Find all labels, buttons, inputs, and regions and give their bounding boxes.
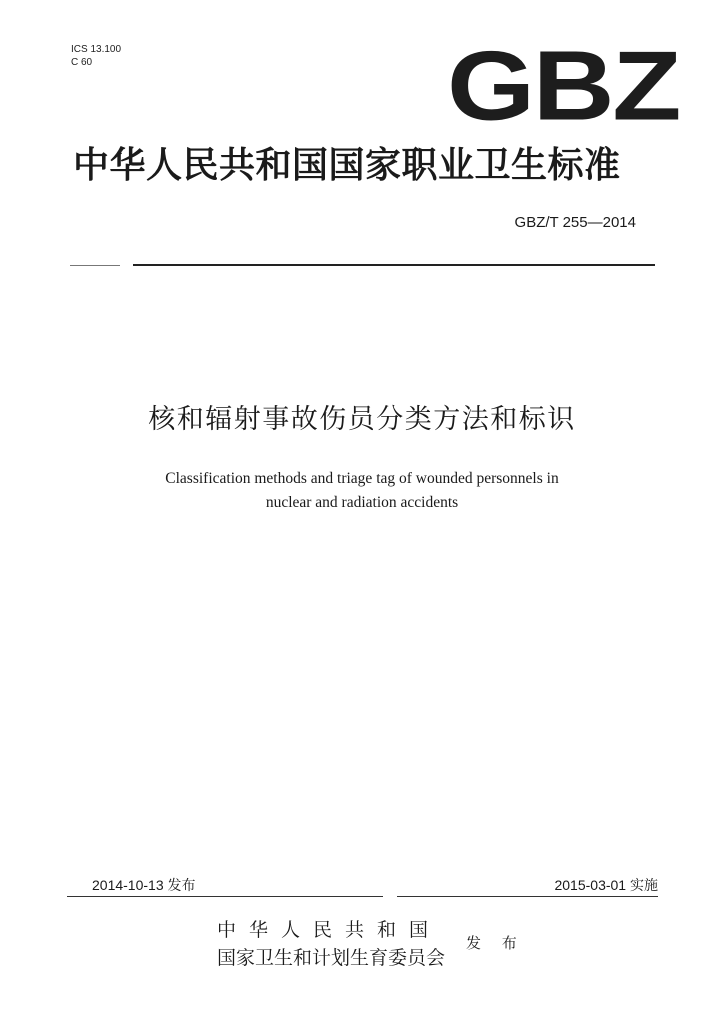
publisher-block: [217, 916, 445, 972]
ccs-code: C 60: [71, 57, 93, 68]
standard-number: GBZ/T 255—2014: [514, 214, 636, 231]
document-title-chinese: 核和辐射事故伤员分类方法和标识: [148, 404, 576, 435]
footer-divider-left: [67, 896, 383, 897]
header-divider-long: [133, 264, 655, 266]
implementation-date: 2015-03-01 实施: [554, 877, 658, 893]
english-title-line-1: Classification methods and triage tag of wounded personnels in: [165, 470, 559, 487]
issue-date: 2014-10-13 发布: [92, 877, 196, 893]
footer-divider-right: [397, 896, 658, 897]
standard-organization-title: 中华人民共和国国家职业卫生标准: [73, 145, 621, 186]
publisher-line-1: 中华人民共和国: [217, 919, 442, 941]
classification-codes: [71, 43, 121, 69]
publish-action: 发 布: [466, 934, 525, 952]
english-title-line-2: nuclear and radiation accidents: [265, 494, 459, 511]
ics-code: ICS 13.100: [71, 44, 122, 55]
publisher-line-2: 国家卫生和计划生育委员会: [217, 947, 446, 969]
document-title-english: [0, 467, 724, 515]
header-divider-short: [70, 265, 120, 266]
gbz-logo: GBZ: [447, 31, 680, 141]
